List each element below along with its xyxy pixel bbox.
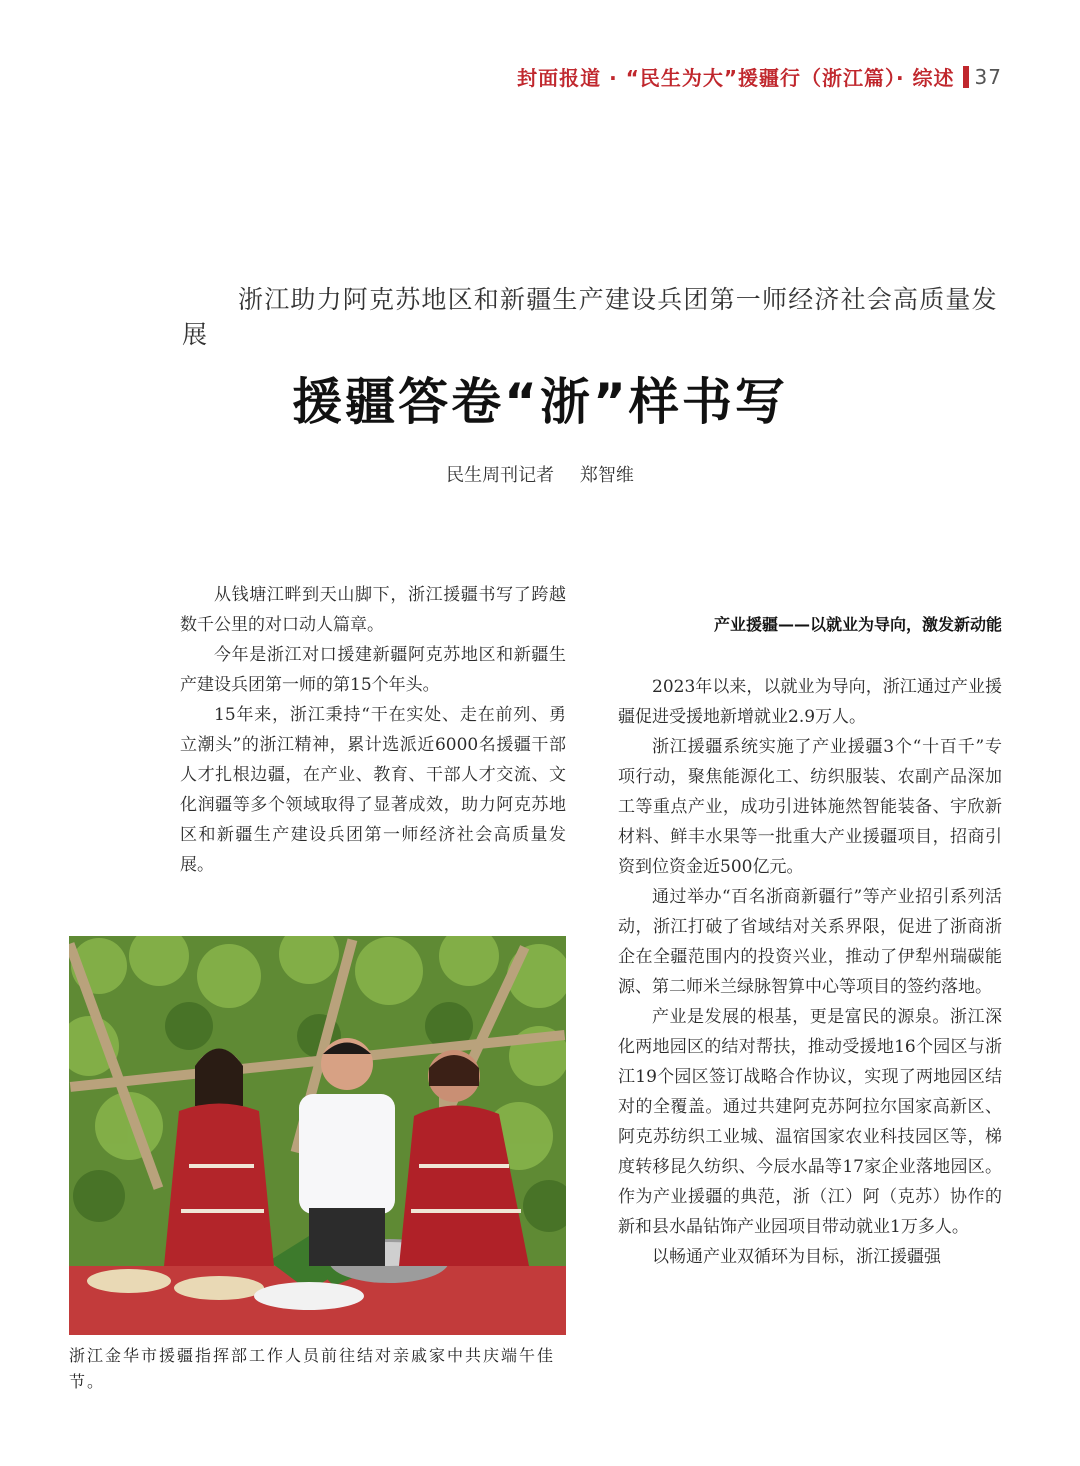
paragraph: 产业是发展的根基，更是富民的源泉。浙江深化两地园区的结对帮扶，推动受援地16个园区与浙江19个园区签订战略合作协议，实现了两地园区结对的全覆盖。通过共建阿克苏阿拉尔国家高新区、阿克苏纺织工业城、温宿国家农业科技园区等，梯度转移昆久纺织、今辰水晶等17家企业落地园区。作为产业援疆的典范，浙（江）阿（克苏）协作的新和县水晶钻饰产业园项目带动就业1万多人。 [618, 1007, 1002, 1237]
paragraph: 2023年以来，以就业为导向，浙江通过产业援疆促进受援地新增就业2.9万人。 [618, 677, 1002, 727]
paragraph: 今年是浙江对口援建新疆阿克苏地区和新疆生产建设兵团第一师的第15个年头。 [180, 645, 566, 695]
section-title: 封面报道 · “民生为大”援疆行（浙江篇）· 综述 [517, 66, 955, 90]
byline [0, 461, 1080, 487]
article-photo [69, 936, 566, 1335]
article-headline: 援疆答卷“浙”样书写 [292, 373, 788, 431]
header-divider [963, 66, 969, 88]
left-column [180, 580, 566, 880]
byline-author: 郑智维 [579, 465, 634, 486]
paragraph: 浙江援疆系统实施了产业援疆3个“十百千”专项行动，聚焦能源化工、纺织服装、农副产品深加工等重点产业，成功引进钵施然智能装备、宇欣新材料、鲜丰水果等一批重大产业援疆项目，招商引资到位资金近500亿元。 [618, 737, 1002, 877]
paragraph: 15年来，浙江秉持“干在实处、走在前列、勇立潮头”的浙江精神，累计选派近6000名援疆干部人才扎根边疆，在产业、教育、干部人才交流、文化润疆等多个领域取得了显著成效，助力阿克苏地区和新疆生产建设兵团第一师经济社会高质量发展。 [180, 705, 566, 875]
page-number: 37 [974, 64, 1002, 89]
right-column [618, 672, 1002, 1272]
photo-illustration [69, 936, 566, 1335]
section-subhead: 产业援疆——以就业为导向，激发新动能 [713, 615, 1002, 634]
running-header [517, 62, 1002, 91]
paragraph: 通过举办“百名浙商新疆行”等产业招引系列活动，浙江打破了省域结对关系界限，促进了浙商浙企在全疆范围内的投资兴业，推动了伊犁州瑞碳能源、第二师米兰绿脉智算中心等项目的签约落地。 [618, 887, 1002, 997]
paragraph: 从钱塘江畔到天山脚下，浙江援疆书写了跨越数千公里的对口动人篇章。 [180, 585, 566, 635]
paragraph: 以畅通产业双循环为目标，浙江援疆强 [652, 1247, 941, 1267]
byline-outlet: 民生周刊记者 [446, 465, 555, 486]
article-deck: 浙江助力阿克苏地区和新疆生产建设兵团第一师经济社会高质量发展 [182, 285, 998, 349]
photo-caption: 浙江金华市援疆指挥部工作人员前往结对亲戚家中共庆端午佳节。 [69, 1346, 556, 1391]
